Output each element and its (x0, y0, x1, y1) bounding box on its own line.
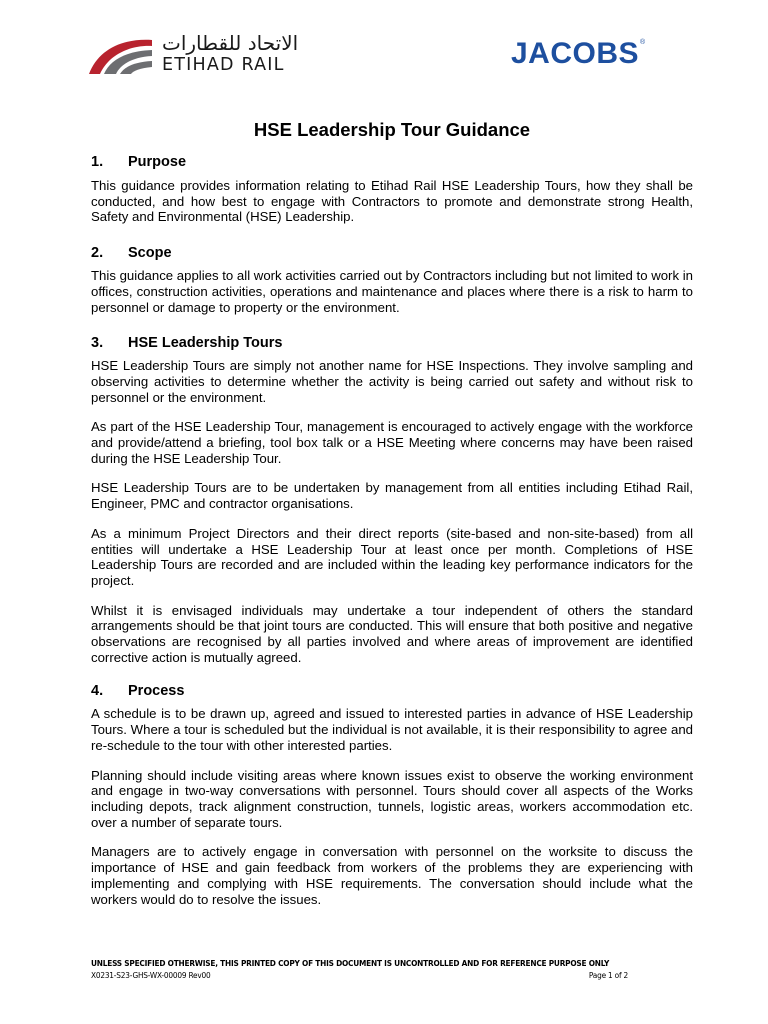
uncontrolled-copy-disclaimer: UNLESS SPECIFIED OTHERWISE, THIS PRINTED COPY OF THIS DOCUMENT IS UNCONTROLLED AND FOR REFERENCE PURPOSE ONLY (91, 958, 610, 968)
paragraph: HSE Leadership Tours are to be undertaken by management from all entities including Etihad Rail, Engineer, PMC and contractor organisations. (91, 480, 693, 512)
paragraph: HSE Leadership Tours are simply not another name for HSE Inspections. They involve sampling and observing activities to determine whether the activity is being carried out safety and without risk to personnel or the environment. (91, 358, 693, 405)
etihad-rail-mark-icon (88, 36, 154, 76)
section-title: HSE Leadership Tours (128, 335, 283, 352)
etihad-arabic-wordmark: الاتحاد للقطارات (162, 31, 299, 55)
section-number: 3. (91, 335, 104, 352)
jacobs-wordmark: JACOBS (511, 37, 640, 70)
section-scope (91, 244, 693, 315)
jacobs-logo (511, 38, 646, 70)
footer-row (91, 969, 628, 981)
document-title: HSE Leadership Tour Guidance (253, 119, 531, 140)
document-body (91, 118, 693, 907)
section-title: Process (128, 683, 185, 700)
etihad-english-wordmark: ETIHAD RAIL (162, 55, 285, 75)
section-number: 1. (91, 154, 104, 170)
section-hse-leadership-tours (91, 334, 693, 665)
page-header (0, 0, 768, 100)
section-heading (91, 334, 693, 352)
etihad-rail-logo (88, 31, 299, 78)
paragraph: This guidance provides information relating to Etihad Rail HSE Leadership Tours, how they shall be conducted, and how best to engage with Contractors to promote and demonstrate strong Health, Safety and Environmental (HSE) Leadership. (91, 178, 693, 225)
page-number: Page 1 of 2 (588, 970, 628, 980)
section-heading (91, 244, 693, 262)
section-process (91, 682, 693, 907)
paragraph: A schedule is to be drawn up, agreed and issued to interested parties in advance of HSE Leadership Tours. Where a tour is scheduled but the individual is not available, it is their responsibility to agree and re-schedule to the tour with other interested parties. (91, 706, 693, 753)
section-heading (91, 153, 693, 171)
paragraph: Whilst it is envisaged individuals may undertake a tour independent of others the standard arrangements should be that joint tours are conducted. This will ensure that both positive and negative observations are recognised by all parties involved and where areas of improvement are identified corrective action is mutually agreed. (91, 602, 693, 665)
paragraph: As a minimum Project Directors and their direct reports (site-based and non-site-based) from all entities will undertake a HSE Leadership Tour at least once per month. Completions of HSE Leadership Tours are recorded and are included within the leading key performance indicators for the project. (91, 525, 693, 588)
paragraph: Managers are to actively engage in conversation with personnel on the worksite to discuss the importance of HSE and gain feedback from workers of the problems they are experiencing with implementing and complying with HSE requirements. The conversation should include what the workers would do to resolve the issues. (91, 844, 693, 907)
section-title: Purpose (128, 154, 187, 170)
section-number: 4. (91, 683, 104, 700)
page-footer (91, 957, 628, 981)
section-purpose (91, 153, 693, 225)
section-heading (91, 682, 693, 700)
paragraph: This guidance applies to all work activities carried out by Contractors including but not limited to work in offices, construction activities, operations and maintenance and places where there is a risk to harm to personnel or damage to property or the environment. (91, 268, 693, 315)
section-number: 2. (91, 245, 104, 262)
paragraph: As part of the HSE Leadership Tour, management is encouraged to actively engage with the workforce and provide/attend a briefing, tool box talk or a HSE Meeting where concerns may have been raised during the HSE Leadership Tour. (91, 419, 693, 466)
document-number: X0231-S23-GHS-WX-00009 Rev00 (91, 970, 211, 980)
registered-mark: ® (640, 39, 646, 46)
paragraph: Planning should include visiting areas where known issues exist to observe the working environment and engage in two-way conversations with personnel. Tours should cover all aspects of the Works including depots, track alignment construction, tunnels, logistic areas, workers accommodation etc. over a number of separate tours. (91, 767, 693, 830)
section-title: Scope (128, 245, 172, 262)
